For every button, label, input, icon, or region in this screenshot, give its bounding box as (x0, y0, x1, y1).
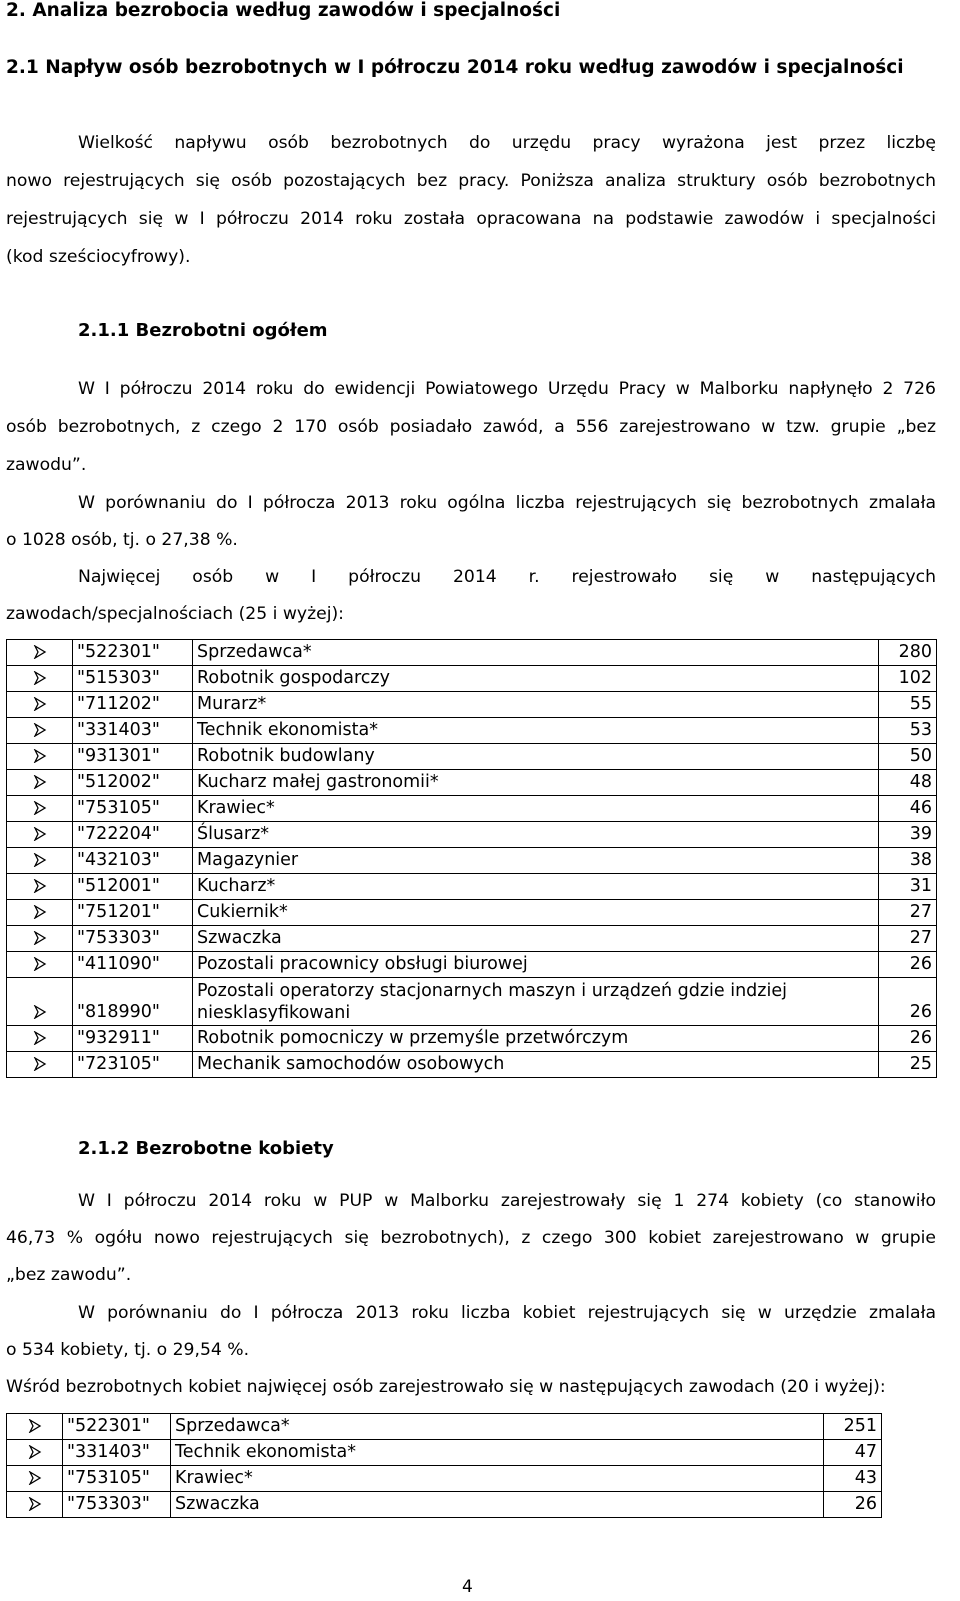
bullet-cell (7, 1414, 63, 1440)
occupation-code: "331403" (73, 718, 193, 744)
arrowhead-bullet-icon (33, 775, 47, 789)
intro-line-2: nowo rejestrujących się osób pozostających bez pracy. Poniższa analiza struktury osób bezrobotnych (6, 171, 936, 191)
bullet-cell (7, 822, 73, 848)
occupation-count: 47 (824, 1440, 882, 1466)
occupation-count: 38 (879, 848, 937, 874)
subsubsection-title-212: 2.1.2 Bezrobotne kobiety (78, 1138, 334, 1159)
occupation-name: Krawiec* (193, 796, 879, 822)
table-row (7, 1414, 882, 1440)
s211-p3-line-2: zawodach/specjalnościach (25 i wyżej): (6, 604, 344, 624)
bullet-cell (7, 666, 73, 692)
table-row (7, 796, 937, 822)
arrowhead-bullet-icon (33, 1005, 47, 1019)
s212-p1-line-2: 46,73 % ogółu nowo rejestrujących się bezrobotnych), z czego 300 kobiet zarejestrowano w grupie (6, 1228, 936, 1248)
occupation-name: Murarz* (193, 692, 879, 718)
bullet-cell (7, 1052, 73, 1078)
section-title: 2. Analiza bezrobocia według zawodów i specjalności (6, 0, 561, 21)
occupation-count: 25 (879, 1052, 937, 1078)
occupation-name: Pozostali pracownicy obsługi biurowej (193, 952, 879, 978)
bullet-cell (7, 1492, 63, 1518)
occupation-name: Sprzedawca* (193, 640, 879, 666)
occupation-count: 280 (879, 640, 937, 666)
s212-p3: Wśród bezrobotnych kobiet najwięcej osób zarejestrowało się w następujących zawodach (20 i wyżej): (6, 1377, 886, 1397)
bullet-cell (7, 926, 73, 952)
table-row (7, 900, 937, 926)
occupation-code: "522301" (63, 1414, 171, 1440)
occupation-code: "932911" (73, 1026, 193, 1052)
table-row (7, 822, 937, 848)
arrowhead-bullet-icon (33, 1057, 47, 1071)
intro-line-1: Wielkość napływu osób bezrobotnych do urzędu pracy wyrażona jest przez liczbę (78, 133, 936, 153)
occupation-code: "522301" (73, 640, 193, 666)
bullet-cell (7, 952, 73, 978)
occupation-code: "751201" (73, 900, 193, 926)
arrowhead-bullet-icon (33, 697, 47, 711)
table-row (7, 1052, 937, 1078)
occupation-name: Magazynier (193, 848, 879, 874)
arrowhead-bullet-icon (33, 645, 47, 659)
s211-p1-line-2: osób bezrobotnych, z czego 2 170 osób posiadało zawód, a 556 zarejestrowano w tzw. grupie „bez (6, 417, 936, 437)
bullet-cell (7, 770, 73, 796)
table-row (7, 744, 937, 770)
intro-line-4: (kod sześciocyfrowy). (6, 247, 191, 267)
arrowhead-bullet-icon (28, 1445, 42, 1459)
s212-p1-line-3: „bez zawodu”. (6, 1265, 132, 1285)
occupations-table-total (6, 639, 937, 1078)
occupation-code: "512001" (73, 874, 193, 900)
occupation-code: "331403" (63, 1440, 171, 1466)
arrowhead-bullet-icon (33, 749, 47, 763)
s211-p2-line-1: W porównaniu do I półrocza 2013 roku ogólna liczba rejestrujących się bezrobotnych zmalała (78, 493, 936, 513)
occupation-name: Kucharz* (193, 874, 879, 900)
occupation-name (193, 978, 879, 1026)
arrowhead-bullet-icon (28, 1471, 42, 1485)
s212-p2-line-1: W porównaniu do I półrocza 2013 roku liczba kobiet rejestrujących się w urzędzie zmalała (78, 1303, 936, 1323)
occupation-code: "753303" (63, 1492, 171, 1518)
arrowhead-bullet-icon (28, 1497, 42, 1511)
arrowhead-bullet-icon (33, 957, 47, 971)
occupation-name: Szwaczka (171, 1492, 824, 1518)
occupation-count: 27 (879, 926, 937, 952)
occupation-count: 48 (879, 770, 937, 796)
table-row (7, 848, 937, 874)
arrowhead-bullet-icon (33, 931, 47, 945)
table-row (7, 874, 937, 900)
occupation-code: "515303" (73, 666, 193, 692)
table-row (7, 640, 937, 666)
bullet-cell (7, 1440, 63, 1466)
arrowhead-bullet-icon (33, 1031, 47, 1045)
table-row (7, 1026, 937, 1052)
occupation-count: 46 (879, 796, 937, 822)
occupation-code: "723105" (73, 1052, 193, 1078)
occupation-count: 50 (879, 744, 937, 770)
s211-p1-line-3: zawodu”. (6, 455, 87, 475)
occupation-count: 102 (879, 666, 937, 692)
intro-line-3: rejestrujących się w I półroczu 2014 roku została opracowana na podstawie zawodów i specjalności (6, 209, 936, 229)
table-row (7, 666, 937, 692)
occupation-name: Technik ekonomista* (193, 718, 879, 744)
table-row (7, 692, 937, 718)
occupation-count: 39 (879, 822, 937, 848)
bullet-cell (7, 1466, 63, 1492)
occupation-name: Ślusarz* (193, 822, 879, 848)
arrowhead-bullet-icon (33, 723, 47, 737)
occupation-code: "512002" (73, 770, 193, 796)
arrowhead-bullet-icon (33, 905, 47, 919)
occupation-name: Kucharz małej gastronomii* (193, 770, 879, 796)
occupations-table-women (6, 1413, 882, 1518)
occupation-name: Robotnik gospodarczy (193, 666, 879, 692)
occupation-name: Cukiernik* (193, 900, 879, 926)
arrowhead-bullet-icon (33, 827, 47, 841)
arrowhead-bullet-icon (33, 879, 47, 893)
occupation-code: "931301" (73, 744, 193, 770)
bullet-cell (7, 874, 73, 900)
occupation-code: "753105" (63, 1466, 171, 1492)
occupation-code: "432103" (73, 848, 193, 874)
occupation-count: 31 (879, 874, 937, 900)
s211-p3-line-1: Najwięcej osób w I półroczu 2014 r. rejestrowało się w następujących (78, 567, 936, 587)
arrowhead-bullet-icon (28, 1419, 42, 1433)
occupation-count: 251 (824, 1414, 882, 1440)
subsection-title: 2.1 Napływ osób bezrobotnych w I półroczu 2014 roku według zawodów i specjalności (6, 57, 904, 78)
occupation-count: 26 (879, 1026, 937, 1052)
occupation-code: "411090" (73, 952, 193, 978)
occupation-name: Szwaczka (193, 926, 879, 952)
arrowhead-bullet-icon (33, 801, 47, 815)
occupation-count: 53 (879, 718, 937, 744)
bullet-cell (7, 900, 73, 926)
arrowhead-bullet-icon (33, 853, 47, 867)
bullet-cell (7, 640, 73, 666)
bullet-cell (7, 978, 73, 1026)
table-row (7, 1492, 882, 1518)
s211-p2-line-2: o 1028 osób, tj. o 27,38 %. (6, 530, 238, 550)
subsubsection-title-211: 2.1.1 Bezrobotni ogółem (78, 320, 328, 341)
arrowhead-bullet-icon (33, 671, 47, 685)
occupation-count: 55 (879, 692, 937, 718)
occupation-code: "711202" (73, 692, 193, 718)
occupation-code: "753303" (73, 926, 193, 952)
s212-p2-line-2: o 534 kobiety, tj. o 29,54 %. (6, 1340, 250, 1360)
table-row (7, 718, 937, 744)
table-row (7, 978, 937, 1026)
bullet-cell (7, 744, 73, 770)
bullet-cell (7, 1026, 73, 1052)
occupation-name: Mechanik samochodów osobowych (193, 1052, 879, 1078)
table-row (7, 770, 937, 796)
table-row (7, 1466, 882, 1492)
occupation-name-line-1: Pozostali operatorzy stacjonarnych maszyn i urządzeń gdzie indziej (197, 981, 787, 1001)
occupation-code: "818990" (73, 978, 193, 1026)
bullet-cell (7, 848, 73, 874)
occupation-name: Robotnik pomocniczy w przemyśle przetwórczym (193, 1026, 879, 1052)
occupation-name-line-2: niesklasyfikowani (197, 1003, 351, 1023)
occupation-count: 26 (879, 952, 937, 978)
occupation-code: "753105" (73, 796, 193, 822)
s211-p1-line-1: W I półroczu 2014 roku do ewidencji Powiatowego Urzędu Pracy w Malborku napłynęło 2 726 (78, 379, 936, 399)
occupation-name: Robotnik budowlany (193, 744, 879, 770)
occupation-count: 26 (879, 978, 937, 1026)
occupation-name: Sprzedawca* (171, 1414, 824, 1440)
occupation-count: 27 (879, 900, 937, 926)
table-row (7, 926, 937, 952)
table-row (7, 1440, 882, 1466)
bullet-cell (7, 718, 73, 744)
s212-p1-line-1: W I półroczu 2014 roku w PUP w Malborku zarejestrowały się 1 274 kobiety (co stanowiło (78, 1191, 936, 1211)
page-number: 4 (462, 1577, 473, 1597)
bullet-cell (7, 692, 73, 718)
occupation-count: 43 (824, 1466, 882, 1492)
occupation-count: 26 (824, 1492, 882, 1518)
table-row (7, 952, 937, 978)
occupation-code: "722204" (73, 822, 193, 848)
occupation-name: Krawiec* (171, 1466, 824, 1492)
bullet-cell (7, 796, 73, 822)
occupation-name: Technik ekonomista* (171, 1440, 824, 1466)
